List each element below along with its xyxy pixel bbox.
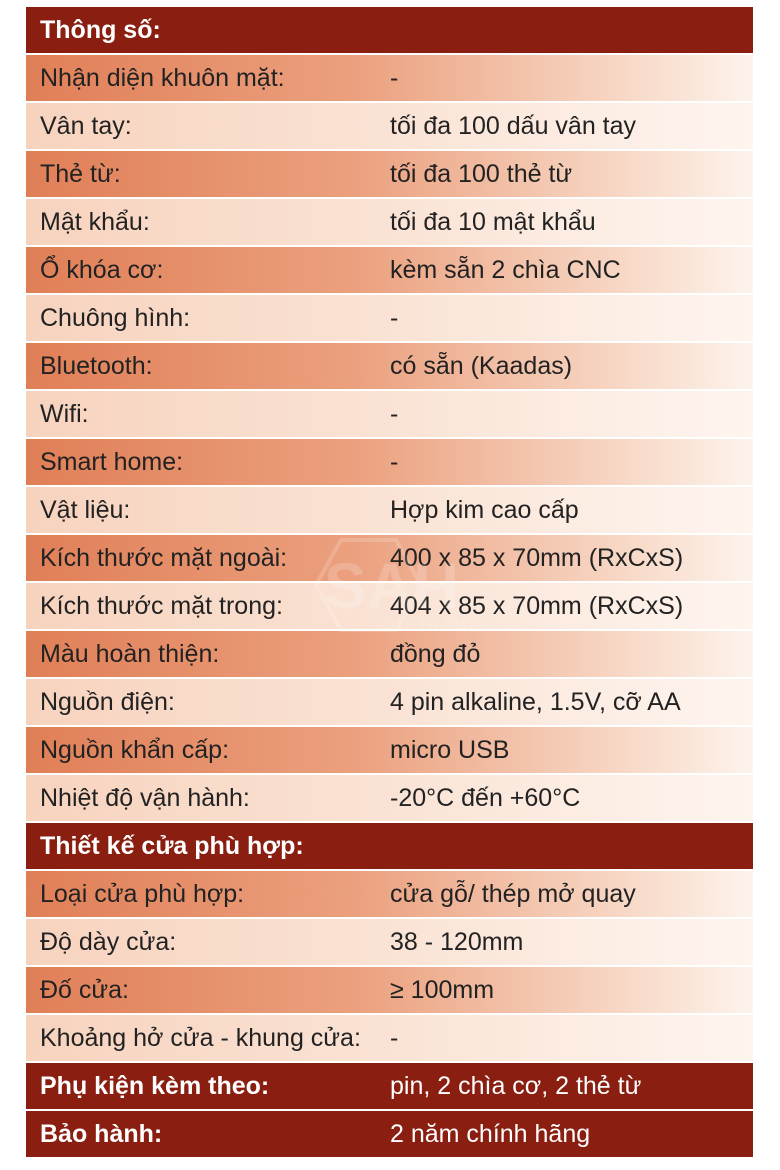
spec-label: Nhận diện khuôn mặt: (40, 64, 285, 92)
section-heading-door-design (26, 823, 753, 869)
spec-value: micro USB (390, 736, 510, 764)
spec-value: 38 - 120mm (390, 928, 524, 956)
spec-value: - (390, 400, 399, 428)
spec-label: Smart home: (40, 448, 184, 476)
spec-value: kèm sẵn 2 chìa CNC (390, 256, 621, 284)
spec-value: 400 x 85 x 70mm (RxCxS) (390, 544, 684, 572)
spec-value: có sẵn (Kaadas) (390, 352, 573, 380)
section-heading-specs (26, 7, 753, 53)
spec-value: - (390, 64, 399, 92)
spec-row-finish-color (26, 631, 753, 677)
spec-value: tối đa 10 mật khẩu (390, 208, 596, 236)
spec-row-wifi (26, 391, 753, 437)
spec-value: 4 pin alkaline, 1.5V, cỡ AA (390, 688, 681, 716)
spec-value: ≥ 100mm (390, 976, 495, 1004)
spec-label: Nguồn khẩn cấp: (40, 736, 230, 764)
spec-row-password (26, 199, 753, 245)
spec-row-face-id (26, 55, 753, 101)
spec-row-door-gap (26, 1015, 753, 1061)
spec-label: Vật liệu: (40, 496, 131, 524)
spec-value: - (390, 1024, 399, 1052)
spec-row-mechanical-lock (26, 247, 753, 293)
footer-value: pin, 2 chìa cơ, 2 thẻ từ (390, 1072, 642, 1100)
spec-row-outer-size (26, 535, 753, 581)
spec-value: -20°C đến +60°C (390, 784, 581, 812)
spec-value: tối đa 100 thẻ từ (390, 160, 573, 188)
spec-row-smart-home (26, 439, 753, 485)
spec-value: - (390, 304, 399, 332)
spec-row-door-stile (26, 967, 753, 1013)
footer-label: Phụ kiện kèm theo: (40, 1072, 270, 1100)
spec-row-bluetooth (26, 343, 753, 389)
footer-row-accessories (26, 1063, 753, 1109)
spec-value: 404 x 85 x 70mm (RxCxS) (390, 592, 684, 620)
spec-label: Khoảng hở cửa - khung cửa: (40, 1024, 361, 1052)
spec-row-power (26, 679, 753, 725)
spec-label: Kích thước mặt trong: (40, 592, 283, 620)
spec-label: Màu hoàn thiện: (40, 640, 220, 668)
section-heading-label: Thiết kế cửa phù hợp: (40, 832, 304, 860)
spec-row-card (26, 151, 753, 197)
spec-value: - (390, 448, 399, 476)
spec-value: đồng đỏ (390, 640, 481, 668)
spec-sheet (26, 7, 753, 1159)
spec-label: Thẻ từ: (40, 160, 121, 188)
spec-label: Wifi: (40, 400, 89, 428)
spec-row-fingerprint (26, 103, 753, 149)
spec-row-video-bell (26, 295, 753, 341)
section-heading-label: Thông số: (40, 16, 161, 44)
spec-label: Chuông hình: (40, 304, 191, 332)
footer-row-warranty (26, 1111, 753, 1157)
spec-label: Nhiệt độ vận hành: (40, 784, 250, 812)
spec-label: Nguồn điện: (40, 688, 175, 716)
footer-label: Bảo hành: (40, 1120, 163, 1148)
spec-row-door-type (26, 871, 753, 917)
spec-value: tối đa 100 dấu vân tay (390, 112, 637, 140)
spec-label: Đố cửa: (40, 976, 129, 1004)
spec-row-door-thickness (26, 919, 753, 965)
spec-label: Độ dày cửa: (40, 928, 177, 956)
footer-value: 2 năm chính hãng (390, 1120, 591, 1148)
spec-value: Hợp kim cao cấp (390, 496, 579, 524)
spec-row-operating-temp (26, 775, 753, 821)
spec-label: Loại cửa phù hợp: (40, 880, 245, 908)
spec-row-inner-size (26, 583, 753, 629)
spec-label: Kích thước mặt ngoài: (40, 544, 288, 572)
spec-label: Bluetooth: (40, 352, 153, 380)
spec-row-emergency-power (26, 727, 753, 773)
spec-label: Ổ khóa cơ: (40, 256, 164, 284)
spec-label: Vân tay: (40, 112, 132, 140)
spec-value: cửa gỗ/ thép mở quay (390, 880, 636, 908)
spec-row-material (26, 487, 753, 533)
spec-label: Mật khẩu: (40, 208, 150, 236)
